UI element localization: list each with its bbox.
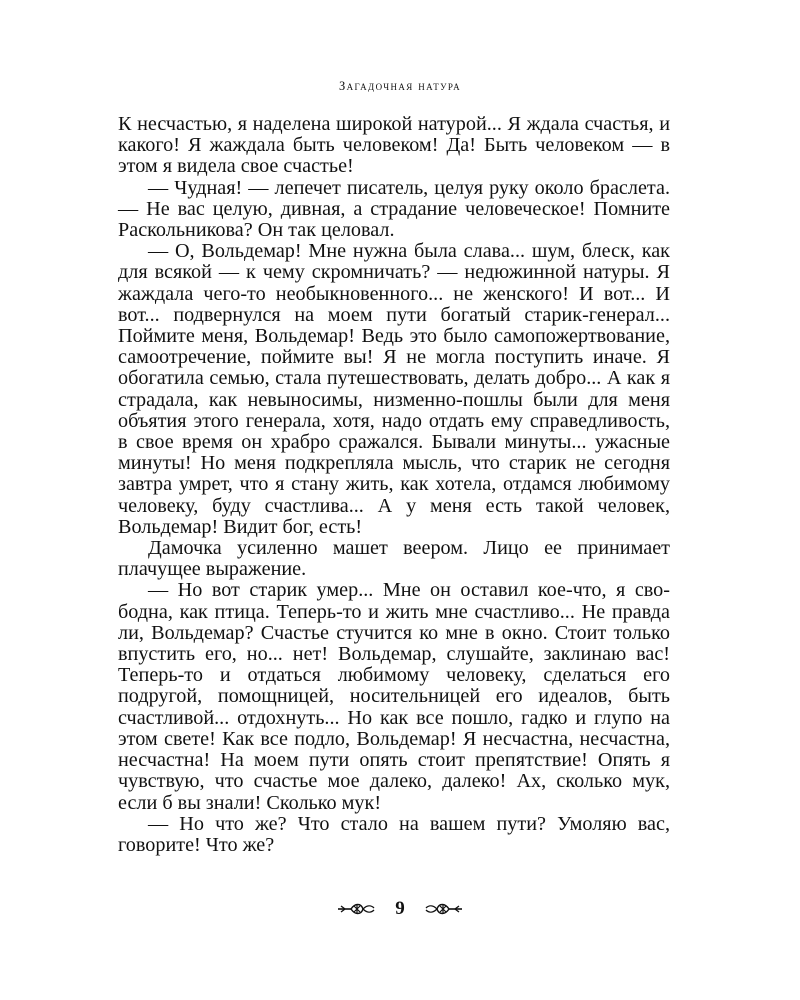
paragraph-2: — Чудная! — лепечет писатель, целуя руку около браслета. — Не вас целую, дивная, а страдание человеческое! Помните Раскольникова? Он так целовал.	[118, 176, 670, 242]
paragraph-3: — О, Вольдемар! Мне нужна была слава... шум, блеск, как для всякой — к чему скромничать? — недюжинной натуры. Я жаждала чего-то необыкновенного... не женского! И вот... И вот... подвернулся на моем пути богатый старик-генерал... Поймите меня, Вольдемар! Ведь это было самопожертвование, самоотречение, поймите вы! Я не могла поступить иначе. Я обогатила семью, стала путешествовать, делать добро... А как я страдала, как невыносимы, низменно-пошлы были для меня объятия этого генерала, хотя, надо отдать ему справедливость, в свое время он храбро сражался. Бывали минуты... ужасные минуты! Но меня подкрепляла мысль, что старик не сегодня завтра умрет, что я стану жить, как хотела, отдамся любимому человеку, буду счастлива... А у меня есть такой человек, Вольдемар! Видит бог, есть!	[118, 240, 670, 538]
paragraph-6: — Но что же? Что стало на вашем пути? Умоляю вас, говорите! Что же?	[118, 812, 670, 856]
page-footer	[0, 898, 800, 920]
paragraph-1: К несчастью, я наделена широкой натурой... Я ждала счастья, и какого! Я жаждала быть человеком! Да! Быть человеком — в этом я видела свое счастье!	[118, 113, 670, 178]
vine-flourish-right-icon	[423, 901, 463, 917]
page-number: 9	[395, 898, 405, 919]
paragraph-5: — Но вот старик умер... Мне он оставил кое-что, я свободна, как птица. Теперь-то и жить мне счастливо... Не правда ли, Вольдемар? Счастье стучится ко мне в окно. Стоит только впустить его, но... нет! Вольдемар, слушайте, заклинаю вас! Теперь-то и отдаться любимому человеку, сделаться его подругой, помощницей, носительницей его идеалов, быть счастливой... отдохнуть... Но как все пошло, гадко и глупо на этом свете! Как все подло, Вольдемар! Я несчастна, несчастна, несчастна! На моем пути опять стоит препятствие! Опять я чувствую, что счастье мое далеко, далеко! Ах, сколько мук, если б вы знали! Сколько мук!	[118, 579, 670, 814]
paragraph-4: Дамочка усиленно машет веером. Лицо ее принимает плачущее выражение.	[118, 537, 670, 581]
running-head-title: Загадочная натура	[338, 79, 462, 93]
vine-flourish-left-icon	[337, 901, 377, 917]
page-body-text	[118, 114, 670, 856]
